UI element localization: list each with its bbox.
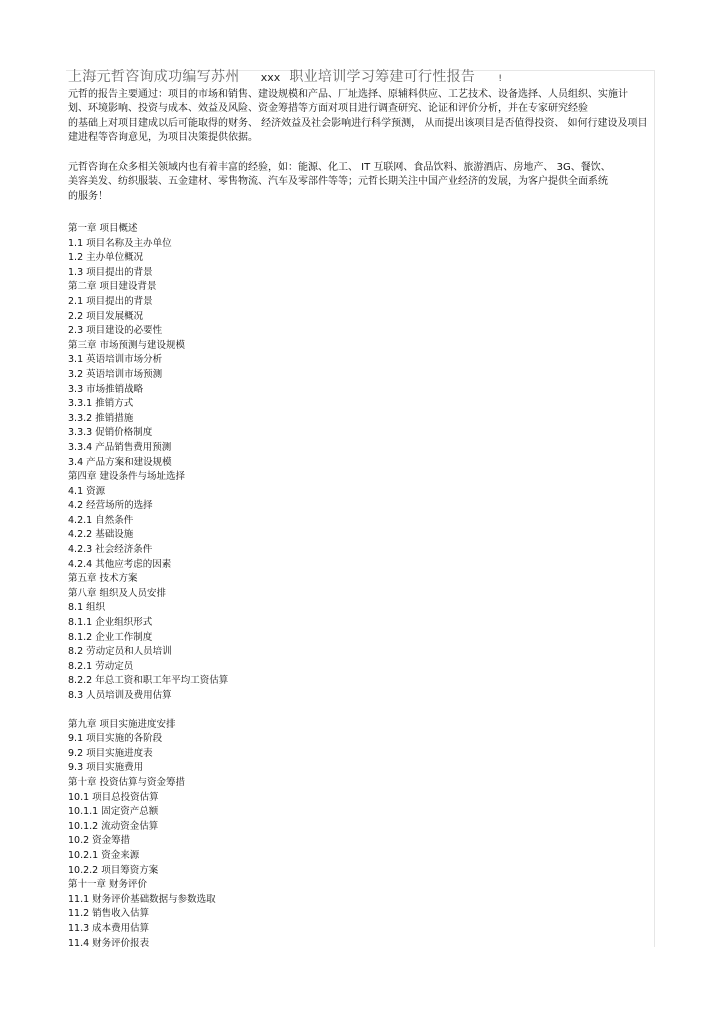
toc-entry: 4.2.2 基础设施	[68, 529, 134, 541]
toc-entry: 8.1.1 企业组织形式	[68, 617, 153, 629]
title-main: 上海元哲咨询成功编写苏州	[68, 69, 240, 85]
intro-p2-line2: 美容美发、纺织服装、五金建材、零售物流、汽车及零部件等等；元哲长期关注中国产业经济的发展，为客户提供全面系统	[68, 176, 608, 187]
toc-entry: 3.3.4 产品销售费用预测	[68, 441, 172, 453]
toc-entry: 2.2 项目发展概况	[68, 310, 144, 322]
toc-entry: 1.1 项目名称及主办单位	[68, 237, 172, 249]
toc-entry: 1.3 项目提出的背景	[68, 266, 153, 278]
intro-p1-line1: 元哲的报告主要通过：项目的市场和销售、建设规模和产品、厂址选择、原辅料供应、工艺技术、设备选择、人员组织、实施计	[68, 89, 628, 100]
toc-entry: 第十一章 财务评价	[68, 879, 148, 891]
toc-entry: 8.2.1 劳动定员	[68, 660, 134, 672]
intro-p1-line4: 建进程等咨询意见，为项目决策提供依据。	[68, 132, 258, 143]
toc-entry: 第十章 投资估算与资金筹措	[68, 776, 186, 788]
toc-entry: 10.2.2 项目筹资方案	[68, 864, 159, 876]
table-of-contents	[68, 222, 368, 951]
toc-entry: 2.3 项目建设的必要性	[68, 325, 163, 337]
toc-entry: 10.1.2 流动资金估算	[68, 820, 159, 832]
title-mark: !	[498, 74, 502, 84]
toc-entry: 8.2 劳动定员和人员培训	[68, 646, 172, 658]
toc-entry: 10.2.1 资金来源	[68, 849, 140, 861]
toc-entry: 4.1 资源	[68, 485, 106, 497]
toc-entry: 10.2 资金筹措	[68, 835, 131, 847]
toc-entry: 11.4 财务评价报表	[68, 937, 150, 949]
toc-entry: 11.2 销售收入估算	[68, 908, 150, 920]
toc-entry: 9.1 项目实施的各阶段	[68, 733, 163, 745]
intro-p1-line2: 划、环境影响、投资与成本、效益及风险、资金筹措等方面对项目进行调查研究、论证和评价分析，并在专家研究经验	[68, 103, 588, 114]
toc-entry: 3.4 产品方案和建设规模	[68, 456, 172, 468]
toc-entry: 第一章 项目概述	[68, 223, 138, 234]
toc-entry: 8.2.2 年总工资和职工年平均工资估算	[68, 675, 229, 687]
intro-p2-line3: 的服务！	[68, 191, 108, 202]
toc-entry: 1.2 主办单位概况	[68, 252, 144, 264]
toc-entry: 10.1.1 固定资产总额	[68, 806, 159, 818]
toc-entry: 第八章 组织及人员安排	[68, 587, 167, 599]
toc-entry: 9.3 项目实施费用	[68, 762, 144, 774]
toc-entry: 3.3.1 推销方式	[68, 398, 134, 410]
toc-entry: 8.1 组织	[68, 602, 106, 614]
title-placeholder: xxx	[260, 71, 281, 84]
document-title	[68, 66, 658, 86]
toc-entry: 2.1 项目提出的背景	[68, 295, 153, 307]
toc-entry: 10.1 项目总投资估算	[68, 791, 159, 803]
intro-p2-line1: 元哲咨询在众多相关领域内也有着丰富的经验，如：能源、化工、 IT 互联网、食品饮料、旅游酒店、房地产、 3G、餐饮、	[68, 162, 611, 173]
toc-entry: 第五章 技术方案	[68, 573, 138, 585]
toc-entry: 3.3.3 促销价格制度	[68, 427, 153, 439]
toc-entry: 4.2.1 自然条件	[68, 514, 134, 526]
toc-entry: 第九章 项目实施进度安排	[68, 718, 176, 730]
toc-entry: 第三章 市场预测与建设规模	[68, 339, 186, 351]
toc-entry: 11.1 财务评价基础数据与参数选取	[68, 893, 216, 905]
intro-p1-line3: 的基础上对项目建成以后可能取得的财务、 经济效益及社会影响进行科学预测， 从而提出该项目是否值得投资、 如何行建设及项目	[68, 118, 648, 129]
toc-entry: 3.3 市场推销战略	[68, 383, 144, 395]
toc-entry: 9.2 项目实施进度表	[68, 747, 153, 759]
toc-entry: 第四章 建设条件与场址选择	[68, 471, 186, 483]
toc-entry: 3.2 英语培训市场预测	[68, 368, 163, 380]
toc-entry: 第二章 项目建设背景	[68, 281, 157, 293]
toc-entry: 8.1.2 企业工作制度	[68, 631, 153, 643]
toc-entry: 4.2 经营场所的选择	[68, 500, 153, 512]
toc-entry: 3.3.2 推销措施	[68, 412, 134, 424]
toc-entry: 4.2.3 社会经济条件	[68, 544, 153, 556]
title-rest: 职业培训学习筹建可行性报告	[289, 69, 476, 85]
toc-entry: 8.3 人员培训及费用估算	[68, 690, 172, 701]
toc-entry: 11.3 成本费用估算	[68, 922, 150, 934]
toc-entry: 3.1 英语培训市场分析	[68, 354, 163, 366]
toc-entry: 4.2.4 其他应考虑的因素	[68, 558, 172, 570]
